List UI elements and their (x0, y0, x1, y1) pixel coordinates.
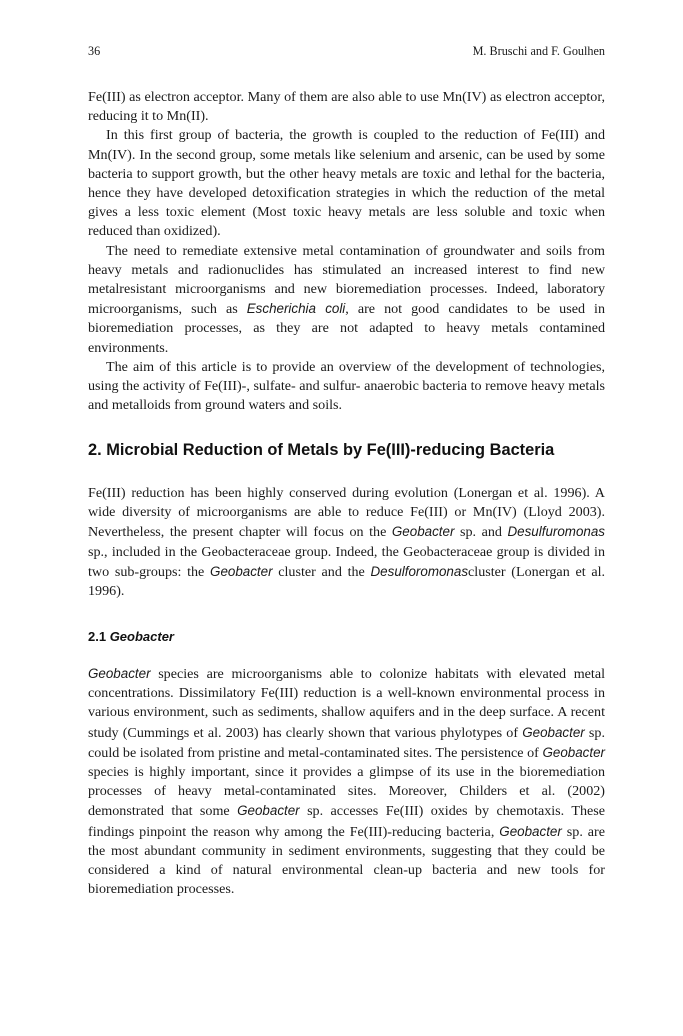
intro-text (88, 88, 605, 415)
subsection-heading: 2.1 Geobacter (88, 629, 174, 644)
paragraph: Fe(III) reduction has been highly conserved during evolution (Lonergan et al. 1996). A wide diversity of microorganisms are able to reduce Fe(III) or Mn(IV) (Lloyd 2003). Nevertheless, the present chapter will focus on the Geobacter sp. and Desulfuromonas sp., included in the Geobacteraceae group. Indeed, the Geobacteraceae group is divided in two sub-groups: the Geobacter cluster and the Desulforomonascluster (Lonergan et al. 1996). (88, 485, 606, 600)
paragraph: The need to remediate extensive metal contamination of groundwater and soils from heavy metals and radionuclides has stimulated an increased interest to find new metalresistant microorganisms and new bioremediation processes. Indeed, laboratory microorganisms, such as Escherichia coli, are not good candidates to be used in bioremediation processes, as they are not adapted to heavy metals contamined environments. (88, 242, 606, 356)
section-2-1-text (88, 664, 605, 899)
page-number: 36 (88, 44, 101, 58)
species-name: Desulforomonas (370, 563, 469, 579)
paragraph: Fe(III) as electron acceptor. Many of them are also able to use Mn(IV) as electron acceptor, reducing it to Mn(II). (88, 89, 605, 125)
species-name: Geobacter (237, 803, 300, 819)
species-name: Geobacter (391, 524, 455, 540)
species-name: Desulfuromonas (507, 524, 605, 540)
running-head: M. Bruschi and F. Goulhen (472, 44, 605, 58)
page-header (88, 43, 605, 59)
species-name: Geobacter (522, 724, 585, 740)
section-2-text (88, 484, 605, 601)
species-name: Geobacter (499, 823, 562, 839)
section-heading: 2. Microbial Reduction of Metals by Fe(III)-reducing Bacteria (88, 441, 555, 459)
paragraph: In this first group of bacteria, the growth is coupled to the reduction of Fe(III) and Mn(IV). In the second group, some metals like selenium and arsenic, can be used by some bacteria to support growth, but the other heavy metals are toxic and lethal for the bacteria, hence they have developed detoxification strategies in which the reduction of the metal gives a less toxic element (Most toxic heavy metals are less soluble and toxic when reduced than oxidized). (88, 127, 605, 240)
species-name: Geobacter (542, 744, 605, 760)
species-name: Geobacter (88, 666, 151, 681)
species-name: Escherichia coli (246, 301, 346, 317)
species-name: Geobacter (210, 563, 273, 579)
paragraph: Geobacter species are microorganisms able to colonize habitats with elevated metal concentrations. Dissimilatory Fe(III) reduction is a well-known environmental process in various environment, such as sediments, shallow aquifers and in the deep surface. A recent study (Cummings et al. 2003) has clearly shown that various phylotypes of Geobacter sp. could be isolated from pristine and metal-contaminated sites. The persistence of Geobacter species is highly important, since it provides a glimpse of its use in the bioremediation processes of heavy metal-contaminated sites. Moreover, Childers et al. (2002) demonstrated that some Geobacter sp. accesses Fe(III) oxides by chemotaxis. These findings pinpoint the reason why among the Fe(III)-reducing bacteria, Geobacter sp. are the most abundant community in sediment environments, suggesting that they could be considered a kind of natural environmental clean-up bacteria and new tools for bioremediation processes. (88, 666, 605, 898)
paragraph: The aim of this article is to provide an overview of the development of technologies, using the activity of Fe(III)-, sulfate- and sulfur- anaerobic bacteria to remove heavy metals and metalloids from ground waters and soils. (88, 358, 605, 414)
